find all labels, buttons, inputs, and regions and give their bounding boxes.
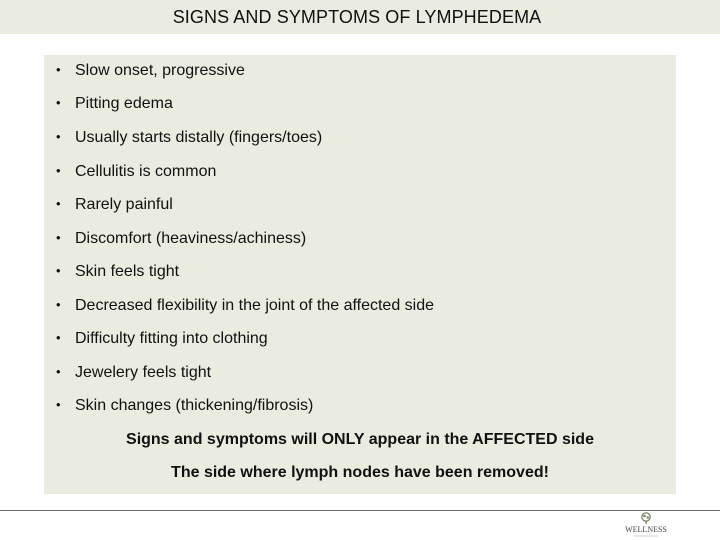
bullet-icon: •: [56, 263, 61, 278]
bullet-icon: •: [56, 297, 61, 312]
affected-side-note: Signs and symptoms will ONLY appear in the AFFECTED side: [126, 431, 594, 448]
bullet-icon: •: [56, 95, 61, 110]
list-item: [56, 95, 173, 117]
list-item-text: Pitting edema: [75, 95, 173, 112]
list-item: [56, 163, 216, 185]
list-item-text: Jewelery feels tight: [75, 364, 212, 381]
list-item-text: Decreased flexibility in the joint of the affected side: [75, 297, 435, 314]
bullet-icon: •: [56, 397, 61, 412]
list-item: [56, 129, 322, 151]
list-item: [56, 62, 245, 84]
logo-text: WELLNESS: [625, 525, 667, 534]
list-item-text: Usually starts distally (fingers/toes): [75, 129, 323, 146]
bullet-icon: •: [56, 129, 61, 144]
list-item-text: Cellulitis is common: [75, 163, 217, 180]
lymph-nodes-note: The side where lymph nodes have been removed!: [171, 464, 549, 481]
bullet-icon: •: [56, 196, 61, 211]
list-item: [56, 364, 211, 386]
bullet-icon: •: [56, 62, 61, 77]
content-panel: [44, 55, 676, 494]
footer-divider: [0, 510, 720, 511]
list-item-text: Difficulty fitting into clothing: [75, 330, 268, 347]
page-title: SIGNS AND SYMPTOMS OF LYMPHEDEMA: [172, 7, 542, 27]
list-item: [56, 263, 179, 285]
bullet-icon: •: [56, 230, 61, 245]
list-item: [56, 330, 268, 352]
title-bar: [0, 0, 720, 34]
list-item: [56, 230, 306, 252]
bullet-icon: •: [56, 163, 61, 178]
list-item: [56, 196, 173, 218]
list-item-text: Skin changes (thickening/fibrosis): [75, 397, 314, 414]
wellness-logo: [618, 512, 674, 538]
list-item-text: Rarely painful: [75, 196, 173, 213]
list-item: [56, 297, 434, 319]
tree-icon: [642, 513, 650, 524]
list-item: [56, 397, 313, 419]
list-item-text: Slow onset, progressive: [75, 62, 245, 79]
list-item-text: Discomfort (heaviness/achiness): [75, 230, 307, 247]
bullet-icon: •: [56, 364, 61, 379]
list-item-text: Skin feels tight: [75, 263, 180, 280]
bullet-icon: •: [56, 330, 61, 345]
